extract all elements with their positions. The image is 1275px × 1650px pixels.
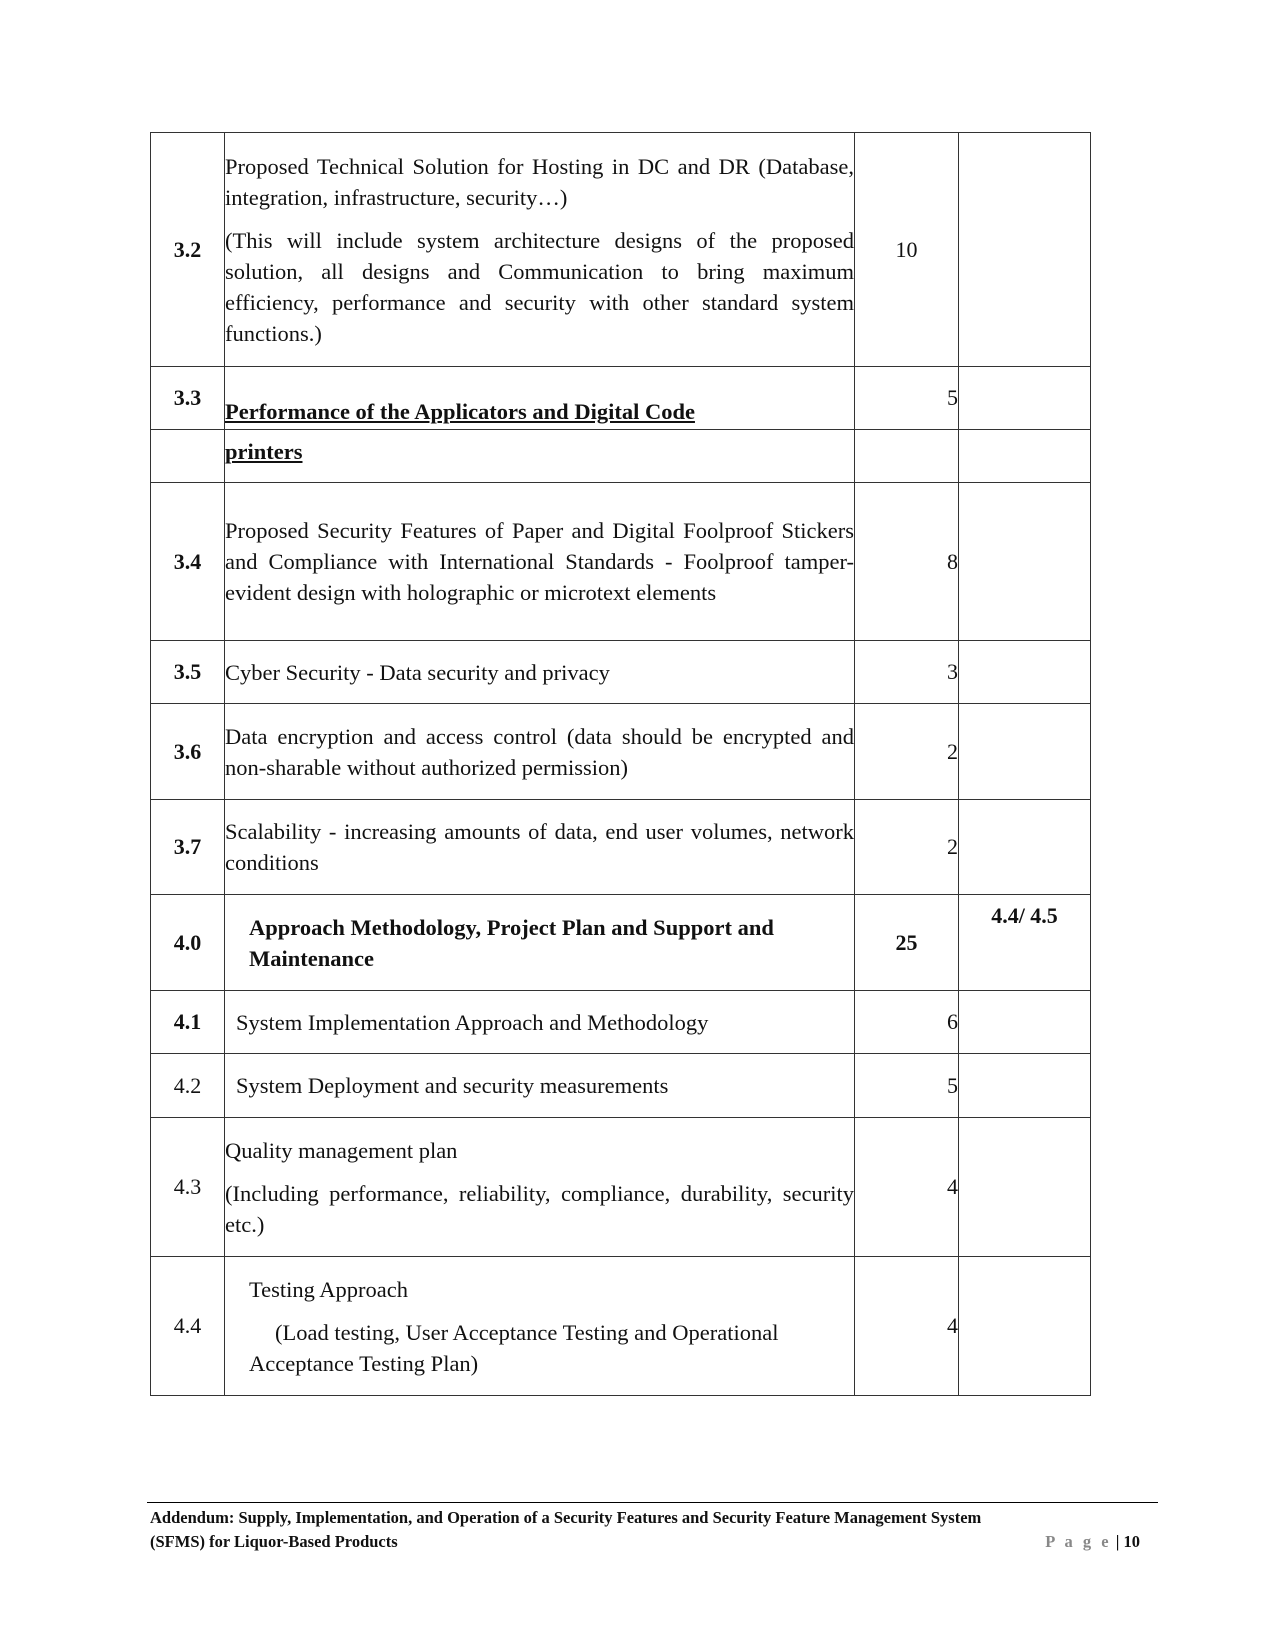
criterion-weight: [959, 991, 1091, 1054]
criterion-score: 10: [855, 133, 959, 367]
criterion-description: System Deployment and security measurements: [225, 1054, 855, 1118]
criterion-weight: [959, 641, 1091, 704]
criterion-number: 3.6: [151, 704, 225, 800]
criterion-number: 4.4: [151, 1257, 225, 1396]
criterion-score: 4: [855, 1118, 959, 1257]
criterion-note: (Including performance, reliability, compliance, durability, security etc.): [225, 1180, 854, 1237]
table-row: [151, 430, 1091, 483]
criterion-title-line1: Performance of the Applicators and Digital Code: [225, 399, 695, 424]
criterion-title: Testing Approach: [249, 1276, 409, 1302]
criterion-description: [225, 133, 855, 367]
table-row: [151, 800, 1091, 895]
criterion-weight: [959, 800, 1091, 895]
criterion-score: 3: [855, 641, 959, 704]
empty-cell: [855, 430, 959, 483]
table-row: [151, 483, 1091, 641]
criterion-title-line2: printers: [225, 439, 303, 464]
criterion-number: 3.2: [151, 133, 225, 367]
criterion-weight: [959, 1118, 1091, 1257]
section-score: 25: [855, 895, 959, 991]
criterion-number: 3.5: [151, 641, 225, 704]
criterion-number: 3.7: [151, 800, 225, 895]
criterion-score: 6: [855, 991, 959, 1054]
criterion-score: 4: [855, 1257, 959, 1396]
criterion-weight: [959, 704, 1091, 800]
criterion-score: 2: [855, 704, 959, 800]
evaluation-criteria-table: [150, 132, 1091, 1396]
table-row: [151, 1054, 1091, 1118]
section-weight: 4.4/ 4.5: [959, 895, 1091, 991]
criterion-description: Data encryption and access control (data should be encrypted and non-sharable without authorized permission): [225, 704, 855, 800]
page-separator: |: [1111, 1532, 1124, 1551]
table-row: [151, 367, 1091, 430]
footer-divider: [147, 1502, 1158, 1503]
criterion-title: Quality management plan: [225, 1137, 458, 1163]
page-label: P a g e: [1045, 1532, 1112, 1551]
criterion-weight: [959, 1257, 1091, 1396]
criterion-description: [225, 1118, 855, 1257]
table-row: [151, 1118, 1091, 1257]
criterion-number: 4.0: [151, 895, 225, 991]
criterion-description: Scalability - increasing amounts of data, end user volumes, network conditions: [225, 800, 855, 895]
criterion-score: 2: [855, 800, 959, 895]
criterion-weight: [959, 1054, 1091, 1118]
page-footer: [150, 1506, 1140, 1554]
criterion-number: 3.3: [151, 367, 225, 430]
criterion-description: System Implementation Approach and Methodology: [225, 991, 855, 1054]
table-row: [151, 895, 1091, 991]
criterion-weight: [959, 483, 1091, 641]
criterion-number: 4.2: [151, 1054, 225, 1118]
criterion-description: [225, 367, 855, 430]
criterion-score: 8: [855, 483, 959, 641]
criterion-score: 5: [855, 367, 959, 430]
footer-title-line1: Addendum: Supply, Implementation, and Operation of a Security Features and Security Feature Management System: [150, 1508, 982, 1527]
criterion-title: Proposed Technical Solution for Hosting in DC and DR (Database, integration, infrastructure, security…): [225, 153, 854, 210]
table-row: [151, 704, 1091, 800]
page-number-value: 10: [1123, 1532, 1140, 1551]
criterion-description: Cyber Security - Data security and privacy: [225, 641, 855, 704]
table-row: [151, 1257, 1091, 1396]
criterion-weight: [959, 367, 1091, 430]
footer-title-line2: (SFMS) for Liquor-Based Products: [150, 1532, 398, 1551]
criterion-description: [225, 430, 855, 483]
criterion-weight: [959, 133, 1091, 367]
criterion-note: (Load testing, User Acceptance Testing and Operational Acceptance Testing Plan): [249, 1319, 779, 1376]
table-row: [151, 133, 1091, 367]
table-row: [151, 641, 1091, 704]
page-number: [1045, 1530, 1140, 1554]
criterion-description: [225, 1257, 855, 1396]
empty-cell: [151, 430, 225, 483]
section-heading: Approach Methodology, Project Plan and Support and Maintenance: [225, 895, 855, 991]
table-row: [151, 991, 1091, 1054]
criterion-number: 4.1: [151, 991, 225, 1054]
criterion-number: 4.3: [151, 1118, 225, 1257]
criterion-number: 3.4: [151, 483, 225, 641]
criterion-note: (This will include system architecture designs of the proposed solution, all designs and Communication to bring maximum efficiency, performance and security with other standard system functions.): [225, 227, 854, 346]
criterion-score: 5: [855, 1054, 959, 1118]
criterion-description: Proposed Security Features of Paper and Digital Foolproof Stickers and Compliance with International Standards - Foolproof tamper-evident design with holographic or microtext elements: [225, 483, 855, 641]
empty-cell: [959, 430, 1091, 483]
